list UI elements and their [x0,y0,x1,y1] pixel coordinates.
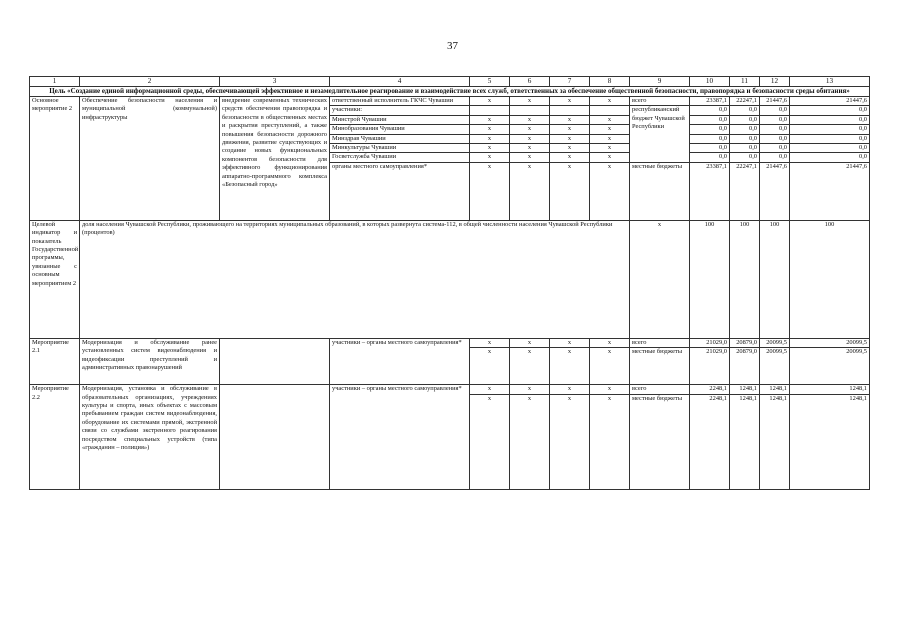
cell: x [510,385,550,394]
cell: x [550,144,590,153]
value-cell: 22247,1 [730,97,760,106]
value-cell: 21447,6 [790,162,870,220]
value-cell: 100 [760,220,790,338]
funding-source: местные бюджеты [630,394,690,489]
cell: x [550,97,590,106]
executor-cell: органы местного самоуправления* [330,162,470,220]
cell: x [550,153,590,162]
cell: x [590,162,630,220]
row-tasks [220,385,330,489]
executor-cell: участники: [330,106,470,115]
value-cell: 22247,1 [730,162,760,220]
cell: x [590,134,630,143]
col-header: 4 [330,77,470,87]
funding-source: всего [630,338,690,347]
value-cell: 20099,5 [760,338,790,347]
funding-source: местные бюджеты [630,348,690,385]
col-header: 11 [730,77,760,87]
cell: x [550,348,590,385]
cell: x [470,153,510,162]
value-cell: 100 [730,220,760,338]
cell: x [590,144,630,153]
program-table [29,76,870,490]
cell: x [470,97,510,106]
cell: x [470,125,510,134]
value-cell: 0,0 [760,125,790,134]
value-cell: 0,0 [760,115,790,124]
cell: x [590,115,630,124]
cell: x [590,348,630,385]
cell: x [510,394,550,489]
value-cell: 20099,5 [790,348,870,385]
value-cell: 23387,1 [690,97,730,106]
table-row [30,220,870,338]
row-title: Основное мероприятие 2 [30,97,80,221]
table-row [30,338,870,347]
indicator-text: доля населения Чувашской Республики, проживающего на территориях муниципальных образований, в которых развернута система-112, в общей численности населения Чувашской Республики (процентов) [80,220,630,338]
col-header: 10 [690,77,730,87]
cell: x [470,348,510,385]
value-cell: 21447,6 [760,97,790,106]
cell: x [510,153,550,162]
cell: x [510,144,550,153]
value-cell: 0,0 [690,106,730,115]
cell [470,106,510,115]
cell: x [510,338,550,347]
goal-text: Цель «Создание единой информационной среды, обеспечивающей эффективное и незамедлительное реагирование и взаимодействие всех служб, ответственных за обеспечение общественной безопасности, правопорядка и безопасности среды обитания» [30,87,870,97]
executor-cell: Госветслужба Чувашии [330,153,470,162]
value-cell: 1248,1 [790,394,870,489]
cell: x [470,385,510,394]
value-cell: 100 [790,220,870,338]
goal-row [30,87,870,97]
col-header: 3 [220,77,330,87]
executor-cell: Минкультуры Чувашии [330,144,470,153]
value-cell: 0,0 [760,106,790,115]
value-cell: 21447,6 [790,97,870,106]
row-description: Модернизация и обслуживание ранее установленных систем видеонаблюдения и видеофиксации преступлений и административных правонарушений [80,338,220,384]
executor-cell: участники – органы местного самоуправления* [330,338,470,384]
row-description: Модернизация, установка и обслуживание в образовательных организациях, учреждениях культуры и спорта, иных объектах с массовым пребыванием граждан систем видеонаблюдения, оборудование их системами прямой, экстренной связи со службами экстренного реагирования посредством специальных устройств (типа «гражданин – полиция») [80,385,220,489]
value-cell: 0,0 [690,144,730,153]
cell: x [550,338,590,347]
value-cell: 21447,6 [760,162,790,220]
value-cell: 1248,1 [730,385,760,394]
value-cell: 0,0 [690,115,730,124]
value-cell: 23387,1 [690,162,730,220]
value-cell: 20879,0 [730,348,760,385]
cell: x [590,394,630,489]
funding-source: местные бюджеты [630,162,690,220]
cell: x [630,220,690,338]
executor-cell: Минстрой Чувашии [330,115,470,124]
cell: x [510,115,550,124]
cell [590,106,630,115]
value-cell: 0,0 [790,115,870,124]
executor-cell: участники – органы местного самоуправления* [330,385,470,489]
table-row [30,97,870,106]
page-number: 37 [447,40,458,52]
cell: x [510,125,550,134]
value-cell: 100 [690,220,730,338]
executor-cell: Минздрав Чувашии [330,134,470,143]
value-cell: 0,0 [790,153,870,162]
row-tasks [220,338,330,384]
value-cell: 1248,1 [760,394,790,489]
value-cell: 2248,1 [690,394,730,489]
cell: x [590,153,630,162]
row-title: Мероприятие 2.1 [30,338,80,384]
value-cell: 20099,5 [790,338,870,347]
col-header: 2 [80,77,220,87]
cell: x [510,134,550,143]
value-cell: 0,0 [730,125,760,134]
value-cell: 21029,0 [690,338,730,347]
value-cell: 21029,0 [690,348,730,385]
cell: x [550,134,590,143]
value-cell: 0,0 [690,134,730,143]
value-cell: 0,0 [730,106,760,115]
value-cell: 1248,1 [760,385,790,394]
cell: x [470,338,510,347]
funding-source: всего [630,385,690,394]
cell: x [510,97,550,106]
table-row [30,385,870,394]
value-cell: 1248,1 [790,385,870,394]
cell: x [550,394,590,489]
cell: x [470,134,510,143]
cell: x [470,144,510,153]
cell: x [470,115,510,124]
cell: x [470,394,510,489]
cell [510,106,550,115]
value-cell: 0,0 [730,115,760,124]
cell: x [510,162,550,220]
value-cell: 0,0 [690,125,730,134]
funding-source: всего [630,97,690,106]
col-header: 1 [30,77,80,87]
cell: x [590,338,630,347]
value-cell: 0,0 [760,153,790,162]
row-title: Целевой индикатор и показатель Государственной программы, увязанные с основным мероприятием 2 [30,220,80,338]
header-row [30,77,870,87]
col-header: 9 [630,77,690,87]
value-cell: 0,0 [760,144,790,153]
value-cell: 0,0 [790,106,870,115]
cell: x [550,385,590,394]
cell: x [550,115,590,124]
cell: x [590,385,630,394]
value-cell: 20879,0 [730,338,760,347]
value-cell: 0,0 [730,134,760,143]
value-cell: 0,0 [790,144,870,153]
col-header: 12 [760,77,790,87]
col-header: 6 [510,77,550,87]
cell: x [590,97,630,106]
funding-source: республиканский бюджет Чувашской Республики [630,106,690,162]
executor-cell: Минобразования Чувашии [330,125,470,134]
cell: x [470,162,510,220]
value-cell: 2248,1 [690,385,730,394]
value-cell: 0,0 [790,134,870,143]
value-cell: 0,0 [730,144,760,153]
row-title: Мероприятие 2.2 [30,385,80,489]
col-header: 8 [590,77,630,87]
row-description: Обеспечение безопасности населения и муниципальной (коммунальной) инфраструктуры [80,97,220,221]
value-cell: 0,0 [790,125,870,134]
value-cell: 0,0 [690,153,730,162]
cell: x [550,125,590,134]
cell [550,106,590,115]
col-header: 7 [550,77,590,87]
executor-cell: ответственный исполнитель ГКЧС Чувашии [330,97,470,106]
value-cell: 0,0 [760,134,790,143]
cell: x [550,162,590,220]
cell: x [590,125,630,134]
col-header: 5 [470,77,510,87]
value-cell: 1248,1 [730,394,760,489]
cell: x [510,348,550,385]
col-header: 13 [790,77,870,87]
value-cell: 0,0 [730,153,760,162]
value-cell: 20099,5 [760,348,790,385]
row-tasks: внедрение современных технических средств обеспечения правопорядка и безопасности в общественных местах и раскрытия преступлений, а также повышения безопасности дорожного движения, развитие существующих и создание новых функциональных компонентов безопасности для эффективного функционирования аппаратно-программного комплекса «Безопасный город» [220,97,330,221]
